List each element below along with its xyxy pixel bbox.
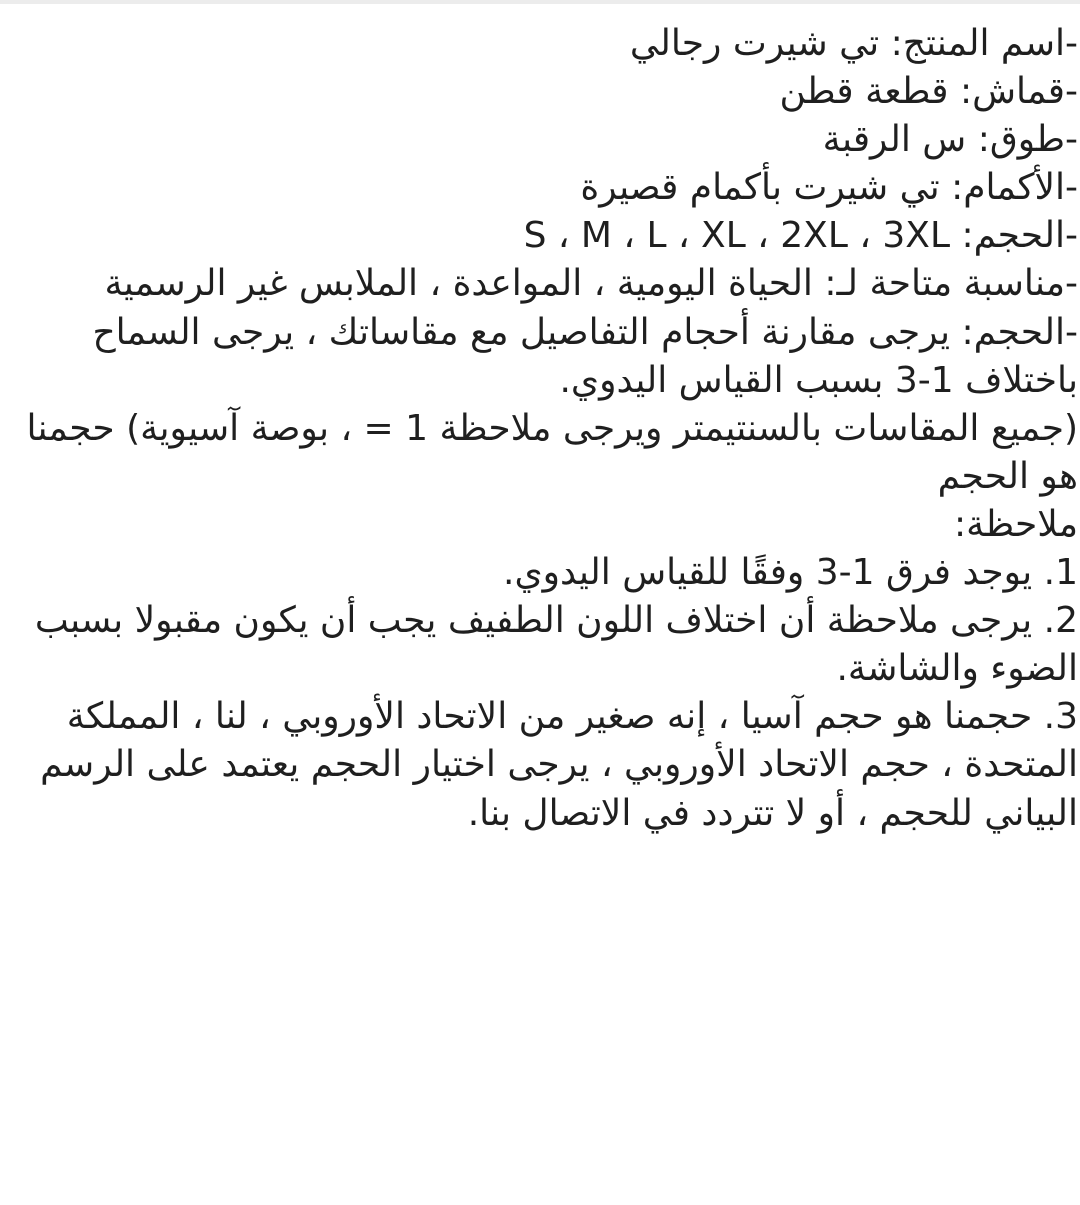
fabric-line: -قماش: قطعة قطن [779, 71, 1078, 113]
note-heading: ملاحظة: [954, 503, 1078, 545]
occasion-line: -مناسبة متاحة لـ: الحياة اليومية ، المواعدة ، الملابس غير الرسمية [104, 263, 1078, 305]
product-name-line: -اسم المنتج: تي شيرت رجالي [629, 23, 1078, 64]
top-divider [0, 0, 1080, 4]
note-item-1: 1. يوجد فرق 1-3 وفقًا للقياس اليدوي. [503, 552, 1078, 594]
note-item-3: 3. حجمنا هو حجم آسيا ، إنه صغير من الاتحاد الأوروبي ، لنا ، المملكة المتحدة ، حجم الاتحاد الأوروبي ، يرجى اختيار الحجم يعتمد على الرسم البياني للحجم ، أو لا تتردد في الاتصال بنا. [40, 696, 1078, 834]
sizes-line: -الحجم: S ، M ، L ، XL ، 2XL ، 3XL [523, 215, 1078, 257]
measurement-note-line: (جميع المقاسات بالسنتيمتر ويرجى ملاحظة 1 = ، بوصة آسيوية) حجمنا هو الحجم [26, 407, 1078, 497]
note-item-2: 2. يرجى ملاحظة أن اختلاف اللون الطفيف يجب أن يكون مقبولا بسبب الضوء والشاشة. [34, 600, 1078, 690]
collar-line: -طوق: س الرقبة [822, 119, 1078, 161]
sleeves-line: -الأكمام: تي شيرت بأكمام قصيرة [580, 167, 1078, 209]
product-description [0, 20, 1078, 838]
size-guide-line: -الحجم: يرجى مقارنة أحجام التفاصيل مع مقاساتك ، يرجى السماح باختلاف 1-3 بسبب القياس اليدوي. [92, 311, 1078, 401]
